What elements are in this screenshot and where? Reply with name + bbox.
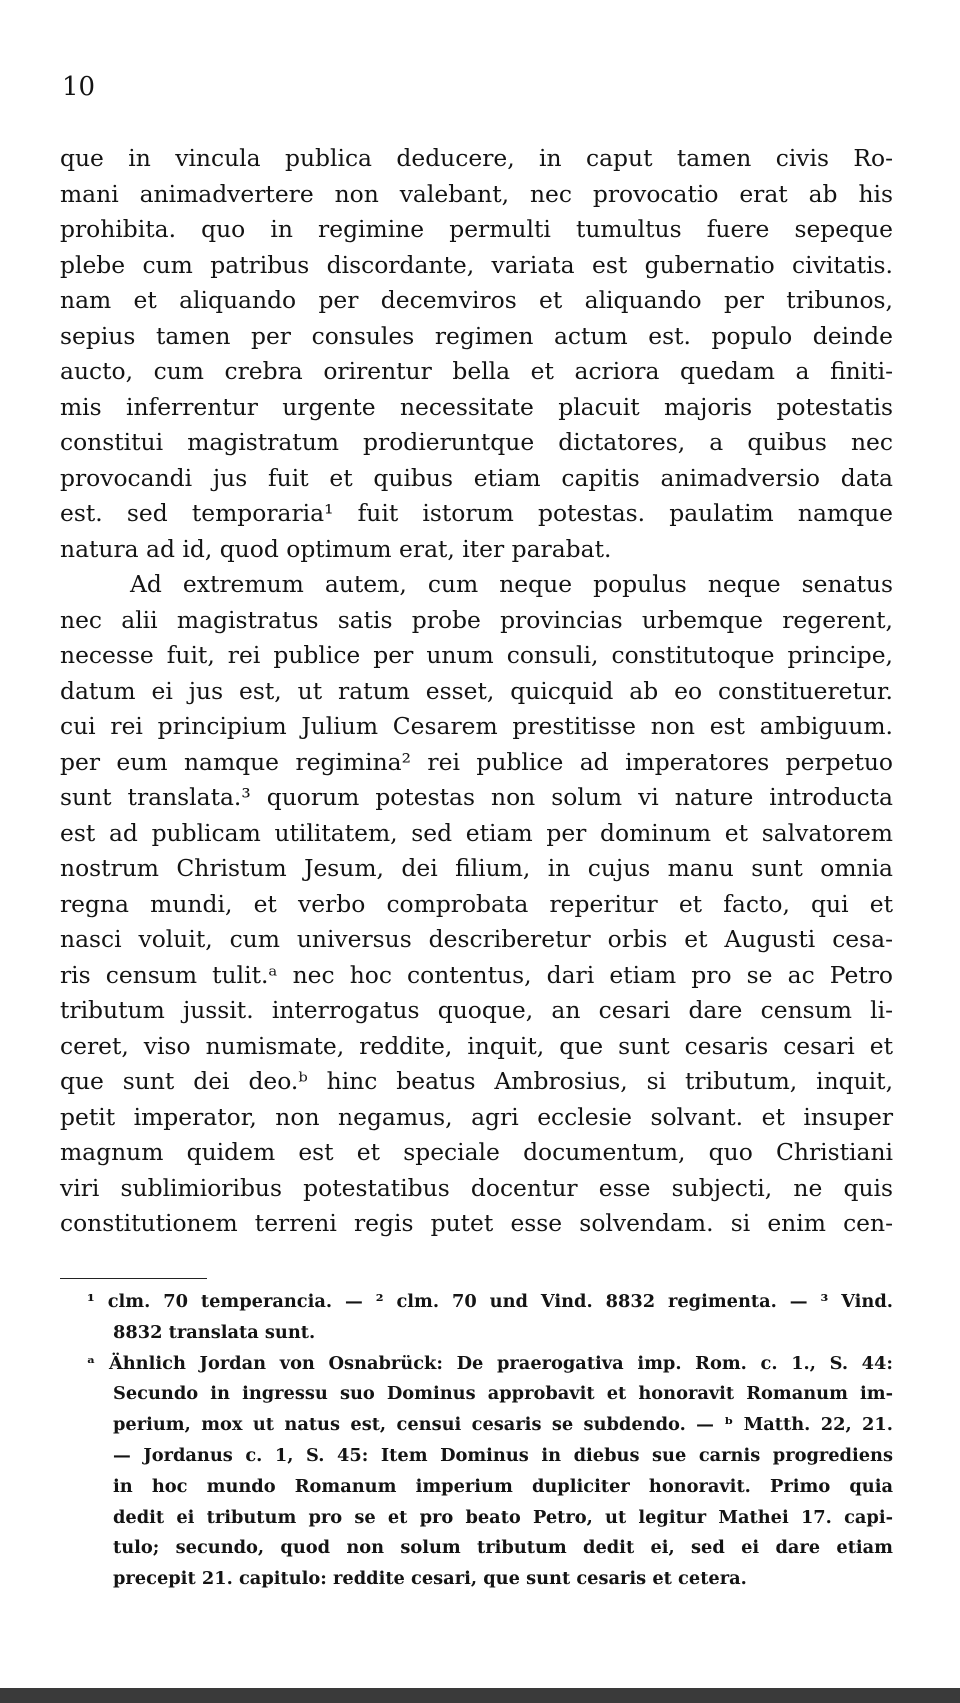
main-text (60, 141, 893, 1242)
text-line: regna mundi, et verbo comprobata reperitur et facto, qui et (60, 889, 893, 918)
text-line: nostrum Christum Jesum, dei filium, in cujus manu sunt omnia (60, 854, 893, 882)
text-line: constitutionem terreni regis putet esse solvendam. si enim cen- (60, 1209, 893, 1237)
footnote-line: — Jordanus c. 1, S. 45: Item Dominus in diebus sue carnis progrediens (113, 1444, 893, 1466)
footnote-line: perium, mox ut natus est, censui cesaris se subdendo. — ᵇ Matth. 22, 21. (113, 1414, 893, 1436)
text-line: necesse fuit, rei publice per unum consuli, constitutoque principe, (60, 641, 893, 669)
text-line: sepius tamen per consules regimen actum est. populo deinde (60, 321, 893, 350)
text-line: est. sed temporaria¹ fuit istorum potestas. paulatim namque (60, 499, 893, 527)
text-line: nam et aliquando per decemviros et aliquando per tribunos, (60, 286, 893, 314)
text-line: est ad publicam utilitatem, sed etiam per dominum et salvatorem (60, 818, 893, 847)
text-line: magnum quidem est et speciale documentum, quo Christiani (60, 1138, 893, 1166)
text-line: viri sublimioribus potestatibus docentur esse subjecti, ne quis (60, 1173, 893, 1202)
scan-edge (0, 1688, 960, 1703)
footnote-line: ¹ clm. 70 temperancia. — ² clm. 70 und Vind. 8832 regimenta. — ³ Vind. (87, 1291, 893, 1312)
text-line: nasci voluit, cum universus describeretur orbis et Augusti cesa- (60, 925, 893, 953)
text-line: ris censum tulit.ᵃ nec hoc contentus, dari etiam pro se ac Petro (60, 960, 893, 989)
text-line: mis inferrentur urgente necessitate placuit majoris potestatis (60, 392, 893, 421)
text-line: datum ei jus est, ut ratum esset, quicquid ab eo constitueretur. (60, 676, 893, 705)
footnote-line: in hoc mundo Romanum imperium dupliciter honoravit. Primo quia (113, 1475, 893, 1497)
text-line: plebe cum patribus discordante, variata est gubernatio civitatis. (60, 250, 893, 279)
text-line: constitui magistratum prodieruntque dictatores, a quibus nec (60, 428, 893, 456)
text-line: mani animadvertere non valebant, nec provocatio erat ab his (60, 179, 893, 208)
text-line: que in vincula publica deducere, in caput tamen civis Ro- (60, 144, 893, 172)
footnote-line: ᵃ Ähnlich Jordan von Osnabrück: De praerogativa imp. Rom. c. 1., S. 44: (87, 1352, 893, 1374)
footnote-line: tulo; secundo, quod non solum tributum dedit ei, sed ei dare etiam (113, 1537, 893, 1559)
paragraph-start-line: Ad extremum autem, cum neque populus neque senatus (130, 570, 893, 598)
footnote-line: Secundo in ingressu suo Dominus approbavit et honoravit Romanum im- (113, 1383, 893, 1405)
text-line: aucto, cum crebra orirentur bella et acriora quedam a finiti- (60, 357, 893, 385)
text-line: que sunt dei deo.ᵇ hinc beatus Ambrosius, si tributum, inquit, (60, 1067, 893, 1095)
text-line: sunt translata.³ quorum potestas non solum vi nature introducta (60, 783, 893, 811)
paragraph-end-line: natura ad id, quod optimum erat, iter parabat. (60, 534, 612, 563)
text-line: nec alii magistratus satis probe provincias urbemque regerent, (60, 605, 893, 634)
footnote-divider (60, 1278, 207, 1279)
text-line: petit imperator, non negamus, agri ecclesie solvant. et insuper (60, 1102, 893, 1131)
text-line: cui rei principium Julium Cesarem prestitisse non est ambiguum. (60, 712, 893, 740)
text-line: prohibita. quo in regimine permulti tumultus fuere sepeque (60, 215, 893, 243)
footnote-line: dedit ei tributum pro se et pro beato Petro, ut legitur Mathei 17. capi- (113, 1506, 893, 1528)
text-line: provocandi jus fuit et quibus etiam capitis animadversio data (60, 463, 893, 492)
footnote-line: precepit 21. capitulo: reddite cesari, que sunt cesaris et cetera. (113, 1568, 747, 1590)
text-line: per eum namque regimina² rei publice ad imperatores perpetuo (60, 747, 893, 776)
footnote-line: 8832 translata sunt. (113, 1321, 316, 1343)
text-line: tributum jussit. interrogatus quoque, an cesari dare censum li- (60, 996, 893, 1024)
page-number: 10 (62, 72, 96, 102)
footnotes (87, 1287, 893, 1595)
text-line: ceret, viso numismate, reddite, inquit, que sunt cesaris cesari et (60, 1031, 893, 1060)
